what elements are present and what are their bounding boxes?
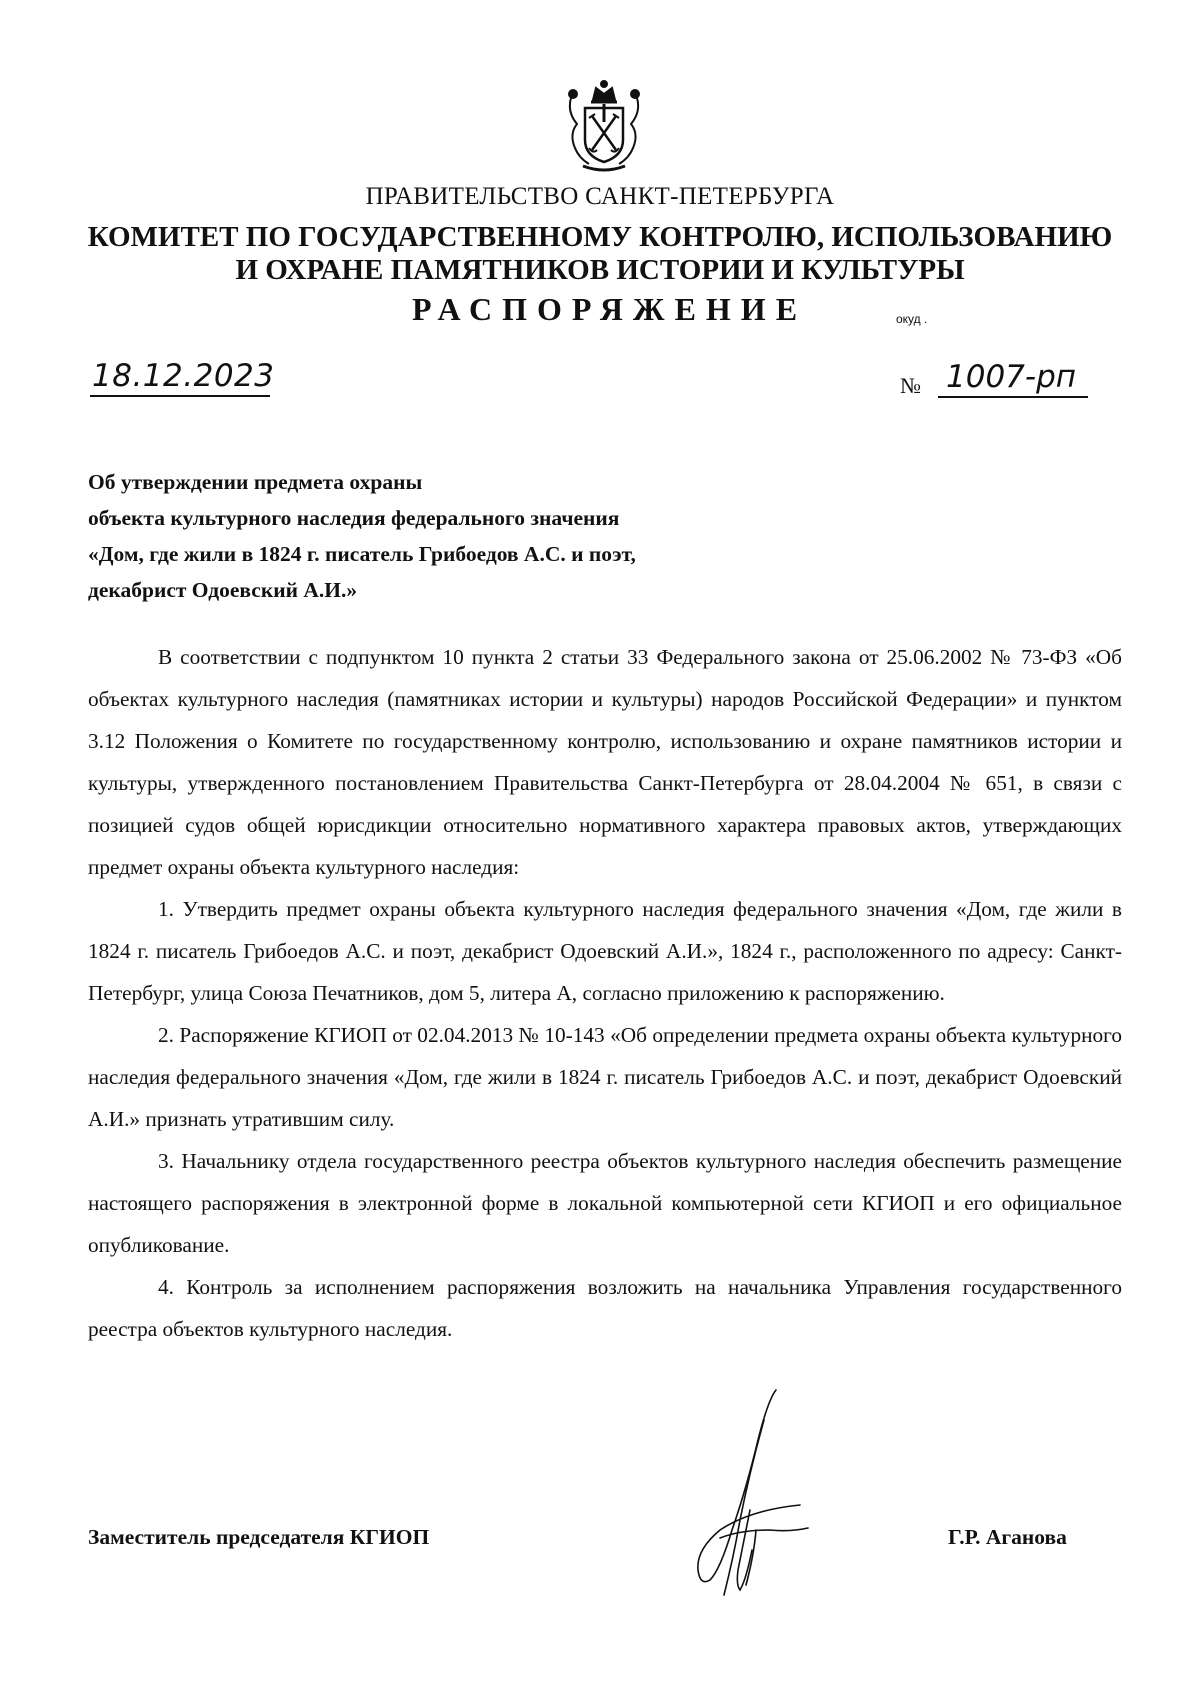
clause-3-paragraph: 3. Начальнику отдела государственного реестра объектов культурного наследия обеспечить размещение настоящего распоряжения в электронной форме в локальной компьютерной сети КГИОП и его официальное опубликование. <box>88 1149 1122 1257</box>
subject-line: Об утверждении предмета охраны <box>88 470 423 494</box>
government-name: ПРАВИТЕЛЬСТВО САНКТ-ПЕТЕРБУРГА <box>365 183 835 210</box>
clause-1-paragraph: 1. Утвердить предмет охраны объекта культурного наследия федерального значения «Дом, где жили в 1824 г. писатель Грибоедов А.С. и поэт, декабрист Одоевский А.И.», 1824 г., расположенного по адресу: Санкт-Петербург, улица Союза Печатников, дом 5, литера А, согласно приложению к распоряжению. <box>88 897 1122 1005</box>
handwritten-signature <box>680 1380 830 1620</box>
number-sign: № <box>900 373 921 398</box>
coat-of-arms-icon <box>563 78 645 176</box>
committee-name <box>0 221 1200 287</box>
signatory-title: Заместитель председателя КГИОП <box>88 1525 430 1549</box>
signatory-name: Г.Р. Аганова <box>948 1525 1067 1549</box>
document-body <box>88 636 1122 1350</box>
subject-line: декабрист Одоевский А.И.» <box>88 578 358 602</box>
committee-name-line-1: КОМИТЕТ ПО ГОСУДАРСТВЕННОМУ КОНТРОЛЮ, ИСПОЛЬЗОВАНИЮ <box>87 221 1113 253</box>
committee-name-line-2: И ОХРАНЕ ПАМЯТНИКОВ ИСТОРИИ И КУЛЬТУРЫ <box>235 254 965 286</box>
document-subject <box>88 464 868 608</box>
document-type-title: РАСПОРЯЖЕНИЕ <box>412 291 808 327</box>
preamble-paragraph: В соответствии с подпунктом 10 пункта 2 статьи 33 Федерального закона от 25.06.2002 № 73-ФЗ «Об объектах культурного наследия (памятниках истории и культуры) народов Российской Федерации» и пунктом 3.12 Положения о Комитете по государственному контролю, использованию и охране памятников истории и культуры, утвержденного постановлением Правительства Санкт-Петербурга от 28.04.2004 № 651, в связи с позицией судов общей юрисдикции относительно нормативного характера правовых актов, утверждающих предмет охраны объекта культурного наследия: <box>88 645 1122 879</box>
subject-line: «Дом, где жили в 1824 г. писатель Грибоедов А.С. и поэт, <box>88 542 636 566</box>
clause-2-paragraph: 2. Распоряжение КГИОП от 02.04.2013 № 10-143 «Об определении предмета охраны объекта культурного наследия федерального значения «Дом, где жили в 1824 г. писатель Грибоедов А.С. и поэт, декабрист Одоевский А.И.» признать утратившим силу. <box>88 1023 1122 1131</box>
document-date: 18.12.2023 <box>90 357 270 397</box>
subject-line: объекта культурного наследия федерального значения <box>88 506 620 530</box>
clause-4-paragraph: 4. Контроль за исполнением распоряжения возложить на начальника Управления государственного реестра объектов культурного наследия. <box>88 1275 1122 1341</box>
document-number: 1007-рп <box>938 358 1088 398</box>
okud-label: окуд . <box>896 312 928 326</box>
